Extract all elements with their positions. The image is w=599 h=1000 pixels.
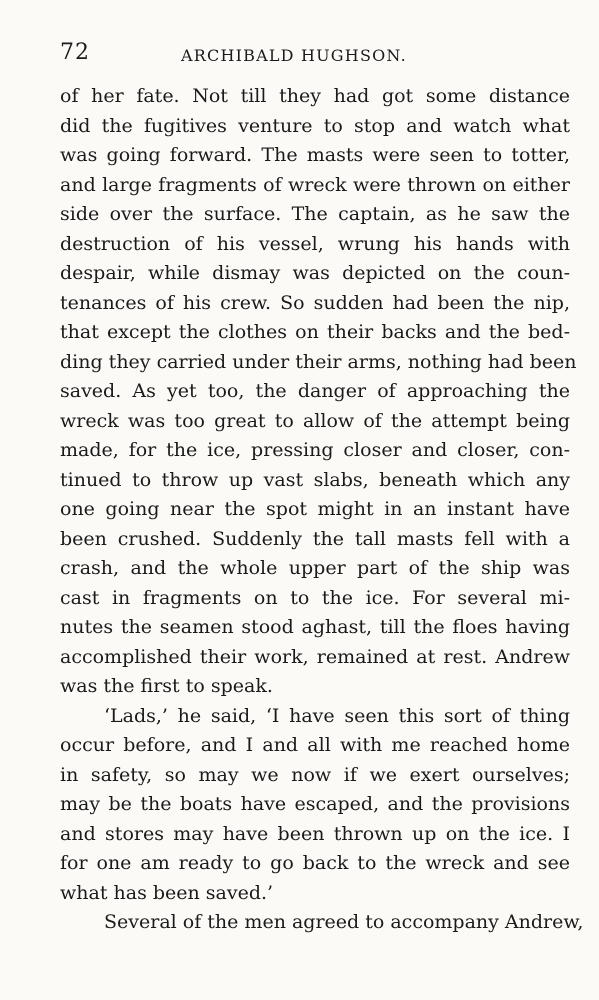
text-line: nutes the seamen stood aghast, till the floes having: [60, 616, 570, 638]
text-line: crash, and the whole upper part of the ship was: [60, 557, 570, 579]
text-line: occur before, and I and all with me reached home: [60, 734, 570, 756]
text-line: destruction of his vessel, wrung his hands with: [60, 232, 570, 255]
text-line: of her fate. Not till they had got some distance: [60, 85, 570, 107]
text-line: one going near the spot might in an instant have: [60, 498, 570, 520]
text-line: for one am ready to go back to the wreck and see: [60, 852, 570, 874]
text-line: and stores may have been thrown up on the ice. I: [60, 822, 570, 845]
text-line: saved. As yet too, the danger of approaching the: [60, 380, 570, 402]
text-line: ‘Lads,’ he said, ‘I have seen this sort of thing: [104, 704, 570, 727]
text-line: tenances of his crew. So sudden had been the nip,: [60, 291, 570, 314]
text-line: ding they carried under their arms, nothing had been: [60, 350, 577, 373]
text-line: been crushed. Suddenly the tall masts fell with a: [60, 527, 570, 550]
text-line: that except the clothes on their backs and the bed-: [60, 321, 570, 343]
running-head: ARCHIBALD HUGHSON.: [181, 46, 407, 65]
text-line: in safety, so may we now if we exert ourselves;: [60, 763, 570, 786]
text-line: was going forward. The masts were seen to totter,: [60, 144, 570, 166]
text-line: what has been saved.’: [60, 881, 274, 904]
page-number: 72: [60, 40, 90, 65]
text-line: Several of the men agreed to accompany Andrew,: [104, 911, 584, 933]
body-text: [60, 82, 584, 938]
text-line: was the first to speak.: [60, 675, 273, 697]
text-line: may be the boats have escaped, and the provisions: [60, 793, 570, 815]
text-line: did the fugitives venture to stop and watch what: [60, 114, 570, 137]
text-line: wreck was too great to allow of the attempt being: [60, 409, 570, 432]
text-line: tinued to throw up vast slabs, beneath which any: [60, 468, 570, 491]
text-line: accomplished their work, remained at rest. Andrew: [60, 645, 570, 668]
text-line: side over the surface. The captain, as he saw the: [60, 203, 570, 225]
text-line: despair, while dismay was depicted on the coun-: [60, 262, 570, 284]
page-header: [60, 40, 560, 70]
text-line: cast in fragments on to the ice. For several mi-: [60, 586, 570, 609]
text-line: and large fragments of wreck were thrown on either: [60, 173, 570, 196]
text-line: made, for the ice, pressing closer and closer, con-: [60, 439, 570, 461]
